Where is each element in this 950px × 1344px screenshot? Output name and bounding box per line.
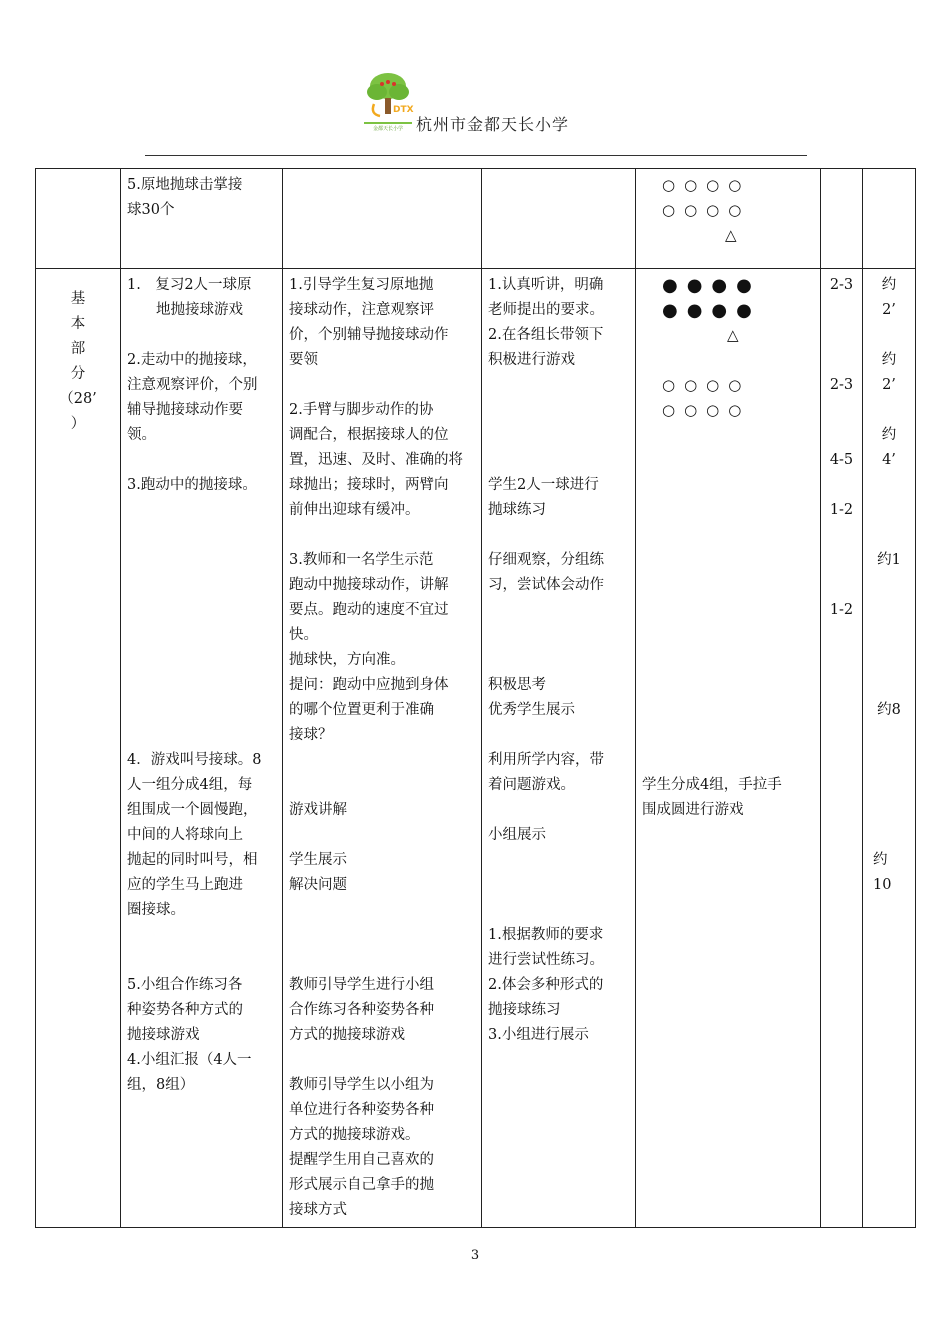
- section-cell: [36, 169, 121, 269]
- time-value: 约 4’: [881, 427, 897, 468]
- student-cell: [482, 269, 636, 1228]
- formation-note: 学生分成4组，手拉手 围成圆进行游戏: [642, 777, 782, 818]
- teacher-item: 1.引导学生复习原地抛 接球动作，注意观察评 价，个别辅导抛接球动作 要领: [289, 277, 449, 368]
- content-cell: [121, 169, 283, 269]
- header-divider: [145, 155, 807, 156]
- student-item: 仔细观察，分组练 习，尝试体会动作: [488, 552, 604, 593]
- school-logo-icon: [360, 70, 416, 132]
- logo-caption: 金都天长小学: [372, 126, 404, 132]
- reps-value: 2-3: [829, 377, 854, 393]
- svg-text:DTX: DTX: [393, 105, 414, 115]
- content-item: 2.走动中的抛接球， 注意观察评价，个别 辅导抛接球动作要 领。: [127, 352, 258, 443]
- time-cell: [863, 169, 916, 269]
- time-value: 约 2’: [881, 352, 897, 393]
- time-value: 约 10: [873, 852, 892, 893]
- content-item: 4．游戏叫号接球。8 人一组分成4组，每 组围成一个圆慢跑， 中间的人将球向上 抛起的同时叫号，相 应的学生马上跑进 圈接球。: [127, 752, 262, 918]
- formation-row: ○○○○: [662, 401, 751, 419]
- student-cell: [482, 169, 636, 269]
- time-cell: [863, 269, 916, 1228]
- teacher-item: 2.手臂与脚步动作的协 调配合，根据接球人的位 置，迅速、及时、准确的将 球抛出；接球时，两臂向 前伸出迎球有缓冲。: [289, 402, 463, 518]
- student-item: 利用所学内容，带 着问题游戏。 小组展示: [488, 752, 604, 843]
- formation-row: ○○○○: [662, 201, 751, 219]
- time-value: 约1: [877, 552, 901, 568]
- content-item: 5.原地抛球击掌接 球30个: [127, 177, 243, 218]
- teacher-marker: △: [725, 226, 737, 244]
- student-item: 1.认真听讲，明确 老师提出的要求。 2.在各组长带领下 积极进行游戏: [488, 277, 604, 368]
- content-item: 1. 复习2人一球原 地抛接球游戏: [127, 277, 252, 318]
- reps-cell: [821, 169, 863, 269]
- teacher-marker: △: [727, 326, 739, 344]
- table-row: [36, 169, 916, 269]
- reps-value: 4-5: [829, 452, 854, 468]
- teacher-cell: [283, 169, 482, 269]
- student-item: 1.根据教师的要求 进行尝试性练习。 2.体会多种形式的 抛接球练习 3.小组进行展示: [488, 927, 604, 1043]
- content-item: 5.小组合作练习各 种姿势各种方式的 抛接球游戏 4.小组汇报（4人一 组，8组）: [127, 977, 252, 1093]
- reps-cell: [821, 269, 863, 1228]
- formation-row: ○○○○: [662, 376, 751, 394]
- lesson-plan-table: [35, 168, 916, 1228]
- time-value: 约 2’: [881, 277, 897, 318]
- formation-row: ○○○○: [662, 176, 751, 194]
- reps-value: 1-2: [829, 602, 854, 618]
- teacher-item: 教师引导学生进行小组 合作练习各种姿势各种 方式的抛接球游戏 教师引导学生以小组为 单位进行各种姿势各种 方式的抛接球游戏。 提醒学生用自己喜欢的 形式展示自己拿手的抛 接球方式: [289, 977, 434, 1218]
- section-label: 基 本 部 分 （28’ ）: [36, 269, 121, 1228]
- content-item: 3.跑动中的抛接球。: [127, 477, 257, 493]
- reps-value: 1-2: [829, 502, 854, 518]
- formation-cell: [636, 169, 821, 269]
- content-cell: [121, 269, 283, 1228]
- time-value: 约8: [877, 702, 901, 718]
- teacher-item: 3.教师和一名学生示范 跑动中抛接球动作，讲解 要点。跑动的速度不宜过 快。 抛球快，方向准。 提问：跑动中应抛到身体 的哪个位置更利于准确 接球？: [289, 552, 449, 743]
- school-name: 杭州市金都天长小学: [416, 115, 570, 134]
- page-header: [0, 0, 950, 160]
- formation-cell: [636, 269, 821, 1228]
- student-item: 学生2人一球进行 抛球练习: [488, 477, 599, 518]
- formation-row: ●●●●: [662, 275, 761, 296]
- page-number: 3: [470, 1248, 480, 1263]
- reps-value: 2-3: [829, 277, 854, 293]
- teacher-item: 游戏讲解 学生展示 解决问题: [289, 802, 347, 893]
- teacher-cell: [283, 269, 482, 1228]
- table-row: [36, 269, 916, 1228]
- formation-row: ●●●●: [662, 300, 761, 321]
- student-item: 积极思考 优秀学生展示: [488, 677, 575, 718]
